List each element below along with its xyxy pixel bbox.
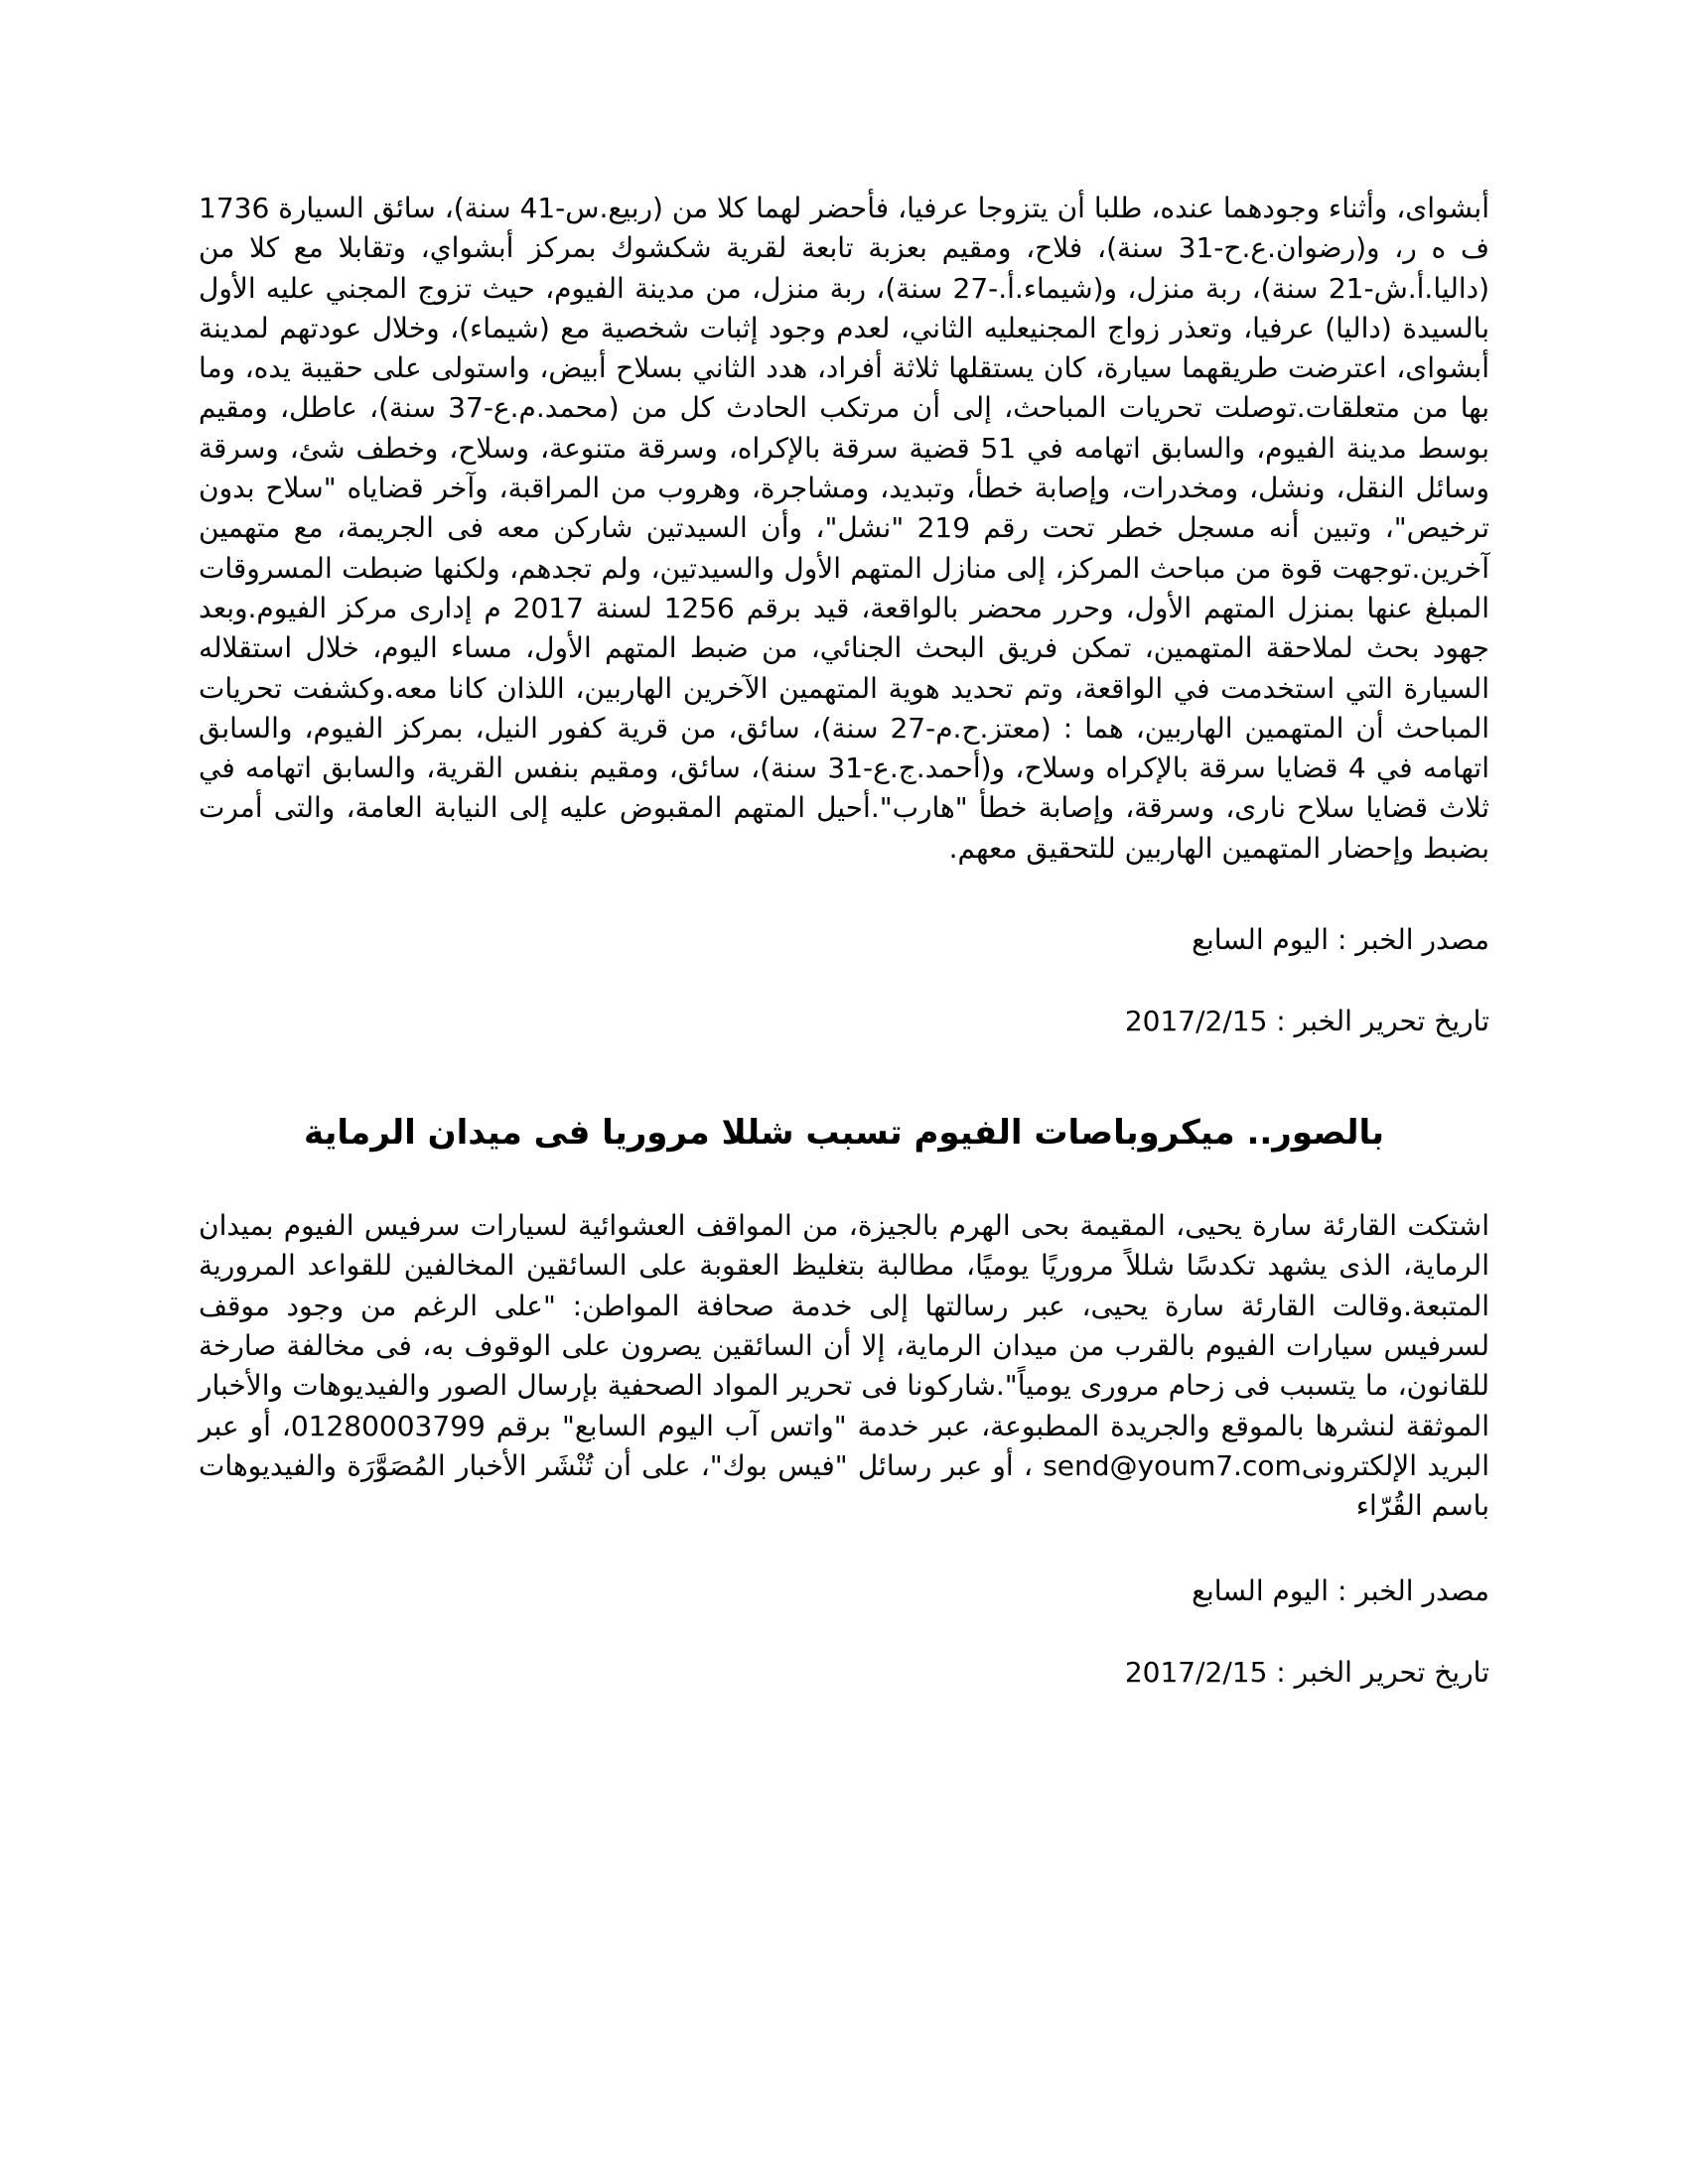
article-2-body-part-1: اشتكت القارئة سارة يحيى، المقيمة بحى الهرم بالجيزة، من المواقف العشوائية لسيارات سرفيس الفيوم بميدان الرماية، الذى يشهد تكدسًا شللاً مروريًا يوميًا، مطالبة بتغليظ العقوبة على السائقين المخالفين للقواعد المرورية المتبعة.وقالت القارئة سارة يحيى، عبر رسالتها إلى خدمة صحافة المواطن: "على الرغم من وجود موقف لسرفيس سيارات الفيوم بالقرب من ميدان الرماية، إلا أن السائقين يصرون على الوقوف به، فى مخالفة صارخة للقانون، ما يتسبب فى زحام مرورى يومياً".شاركونا فى تحرير المواد الصحفية بإرسال الصور والفيديوهات والأخبار الموثقة لنشرها بالموقع والجريدة المطبوعة، عبر خدمة "واتس آب اليوم السابع" برقم 01280003799، أو عبر البريد الإلكترونى	[199, 1209, 1489, 1482]
article-2-email: send@youm7.com	[1043, 1448, 1302, 1482]
article-2-date-value: 2017/2/15	[1124, 1656, 1268, 1690]
article-1-date-value: 2017/2/15	[1124, 1005, 1268, 1038]
article-2-date	[199, 1653, 1489, 1693]
article-2-headline: بالصور.. ميكروباصات الفيوم تسبب شللا مروريا فى ميدان الرماية	[303, 1113, 1385, 1154]
document-page	[199, 189, 1489, 1693]
article-1-body: أبشواى، وأثناء وجودهما عنده، طلبا أن يتزوجا عرفيا، فأحضر لهما كلا من (ربيع.س-41 سنة)، سائق السيارة 1736 ف ه ر، و(رضوان.ع.ح-31 سنة)، فلاح، ومقيم بعزبة تابعة لقرية شكشوك بمركز أبشواي، وتقابلا مع كلا من (داليا.أ.ش-21 سنة)، ربة منزل، و(شيماء.أ.-27 سنة)، ربة منزل، من مدينة الفيوم، حيث تزوج المجني عليه الأول بالسيدة (داليا) عرفيا، وتعذر زواج المجنيعليه الثاني، لعدم وجود إثبات شخصية مع (شيماء)، وخلال عودتهم لمدينة أبشواى، اعترضت طريقهما سيارة، كان يستقلها ثلاثة أفراد، هدد الثاني بسلاح أبيض، واستولى على حقيبة يده، وما بها من متعلقات.توصلت تحريات المباحث، إلى أن مرتكب الحادث كل من (محمد.م.ع-37 سنة)، عاطل، ومقيم بوسط مدينة الفيوم، والسابق اتهامه في 51 قضية سرقة بالإكراه، وسرقة متنوعة، وسلاح، وخطف شئ، وسرقة وسائل النقل، ونشل، ومخدرات، وإصابة خطأ، وتبديد، ومشاجرة، وهروب من المراقبة، وآخر قضاياه "سلاح بدون ترخيص"، وتبين أنه مسجل خطر تحت رقم 219 "نشل"، وأن السيدتين شاركن معه فى الجريمة، مع متهمين آخرين.توجهت قوة من مباحث المركز، إلى منازل المتهم الأول والسيدتين، ولم تجدهم، ولكنها ضبطت المسروقات المبلغ عنها بمنزل المتهم الأول، وحرر محضر بالواقعة، قيد برقم 1256 لسنة 2017 م إدارى مركز الفيوم.وبعد جهود بحث لملاحقة المتهمين، تمكن فريق البحث الجنائي، من ضبط المتهم الأول، مساء اليوم، خلال استقلاله السيارة التي استخدمت في الواقعة، وتم تحديد هوية المتهمين الآخرين الهاربين، اللذان كانا معه.وكشفت تحريات المباحث أن المتهمين الهاربين، هما : (معتز.ح.م-27 سنة)، سائق، من قرية كفور النيل، بمركز الفيوم، والسابق اتهامه في 4 قضايا سرقة بالإكراه وسلاح، و(أحمد.ج.ع-31 سنة)، سائق، ومقيم بنفس القرية، والسابق اتهامه في ثلاث قضايا سلاح نارى، وسرقة، وإصابة خطأ "هارب".أحيل المتهم المقبوض عليه إلى النيابة العامة، والتى أمرت بضبط وإحضار المتهمين الهاربين للتحقيق معهم.	[199, 192, 1490, 865]
article-2-source: مصدر الخبر : اليوم السابع	[1192, 1574, 1489, 1608]
article-2-date-label: تاريخ تحرير الخبر :	[1267, 1656, 1489, 1690]
article-1-source: مصدر الخبر : اليوم السابع	[1192, 923, 1489, 957]
article-1-date	[199, 1002, 1489, 1041]
article-1-date-label: تاريخ تحرير الخبر :	[1267, 1005, 1489, 1038]
article-2-body-part-2: ، أو عبر رسائل "فيس بوك"، على أن تُنْشَر الأخبار المُصَوَّرَة والفيديوهات باسم القُرّاء	[199, 1448, 1489, 1523]
article-2-body	[199, 1206, 1489, 1526]
